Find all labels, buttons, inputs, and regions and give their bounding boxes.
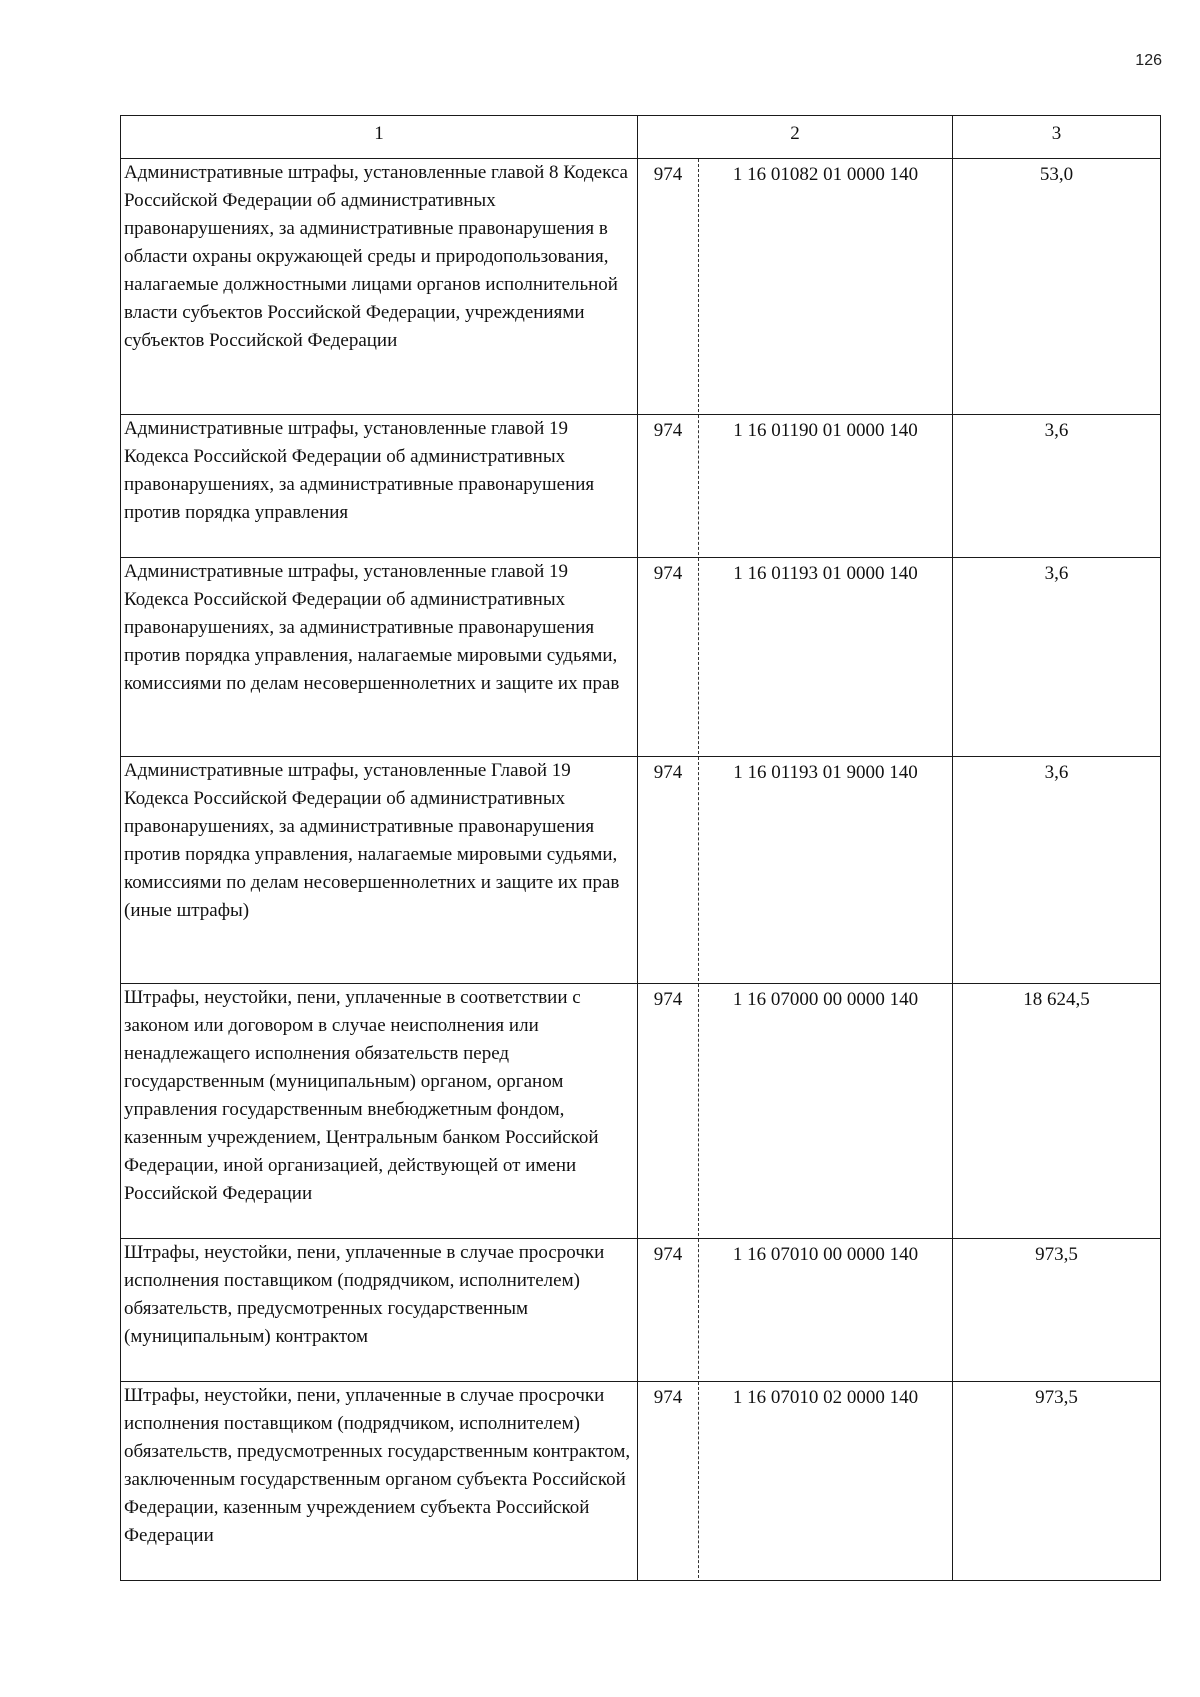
row-kbk-code: 1 16 01082 01 0000 140 — [732, 164, 919, 185]
row-kbk-code: 1 16 07010 02 0000 140 — [732, 1387, 919, 1408]
row-amount: 3,6 — [953, 757, 1161, 984]
column-header-amount: 3 — [953, 116, 1161, 159]
table-row — [121, 1239, 1161, 1382]
row-kbk-code: 1 16 01190 01 0000 140 — [733, 420, 918, 441]
row-amount: 973,5 — [953, 1239, 1161, 1382]
row-code-cell — [638, 1382, 953, 1581]
table-row — [121, 558, 1161, 757]
table-row — [121, 984, 1161, 1239]
row-kbk-code: 1 16 07000 00 0000 140 — [732, 989, 919, 1010]
row-amount: 18 624,5 — [953, 984, 1161, 1239]
row-amount: 3,6 — [953, 558, 1161, 757]
row-admin-code: 974 — [638, 1382, 699, 1578]
row-admin-code: 974 — [638, 757, 699, 981]
row-description: Административные штрафы, установленные Главой 19 Кодекса Российской Федерации об административных правонарушениях, за административные правонарушения против порядка управления, налагаемые мировыми судьями, комиссиями по делам несовершеннолетних и защите их прав (иные штрафы) — [121, 757, 638, 984]
row-kbk-code: 1 16 07010 00 0000 140 — [732, 1244, 919, 1265]
table-row — [121, 757, 1161, 984]
row-admin-code: 974 — [638, 415, 699, 555]
row-description: Административные штрафы, установленные главой 19 Кодекса Российской Федерации об административных правонарушениях, за административные правонарушения против порядка управления — [121, 415, 638, 558]
row-code-cell — [638, 558, 953, 757]
row-amount: 53,0 — [953, 159, 1161, 415]
row-code-cell — [638, 757, 953, 984]
table-header-row — [121, 116, 1161, 159]
column-header-code: 2 — [638, 116, 953, 159]
row-kbk-code: 1 16 01193 01 0000 140 — [733, 563, 918, 584]
budget-table — [120, 115, 1161, 1581]
row-amount: 3,6 — [953, 415, 1161, 558]
row-admin-code: 974 — [638, 984, 699, 1236]
row-description: Штрафы, неустойки, пени, уплаченные в случае просрочки исполнения поставщиком (подрядчиком, исполнителем) обязательств, предусмотренных государственным (муниципальным) контрактом — [121, 1239, 638, 1382]
row-code-cell — [638, 984, 953, 1239]
row-kbk-code: 1 16 01193 01 9000 140 — [733, 762, 918, 783]
row-code-cell — [638, 415, 953, 558]
row-admin-code: 974 — [638, 1239, 699, 1379]
row-description: Штрафы, неустойки, пени, уплаченные в соответствии с законом или договором в случае неисполнения или ненадлежащего исполнения обязательств перед государственным (муниципальным) органом, органом управления государственным внебюджетным фондом, казенным учреждением, Центральным банком Российской Федерации, иной организацией, действующей от имени Российской Федерации — [121, 984, 638, 1239]
row-description: Административные штрафы, установленные главой 19 Кодекса Российской Федерации об административных правонарушениях, за административные правонарушения против порядка управления, налагаемые мировыми судьями, комиссиями по делам несовершеннолетних и защите их прав — [121, 558, 638, 757]
row-amount: 973,5 — [953, 1382, 1161, 1581]
row-code-cell — [638, 1239, 953, 1382]
table-row — [121, 415, 1161, 558]
row-code-cell — [638, 159, 953, 415]
row-description: Штрафы, неустойки, пени, уплаченные в случае просрочки исполнения поставщиком (подрядчиком, исполнителем) обязательств, предусмотренных государственным контрактом, заключенным государственным органом субъекта Российской Федерации, казенным учреждением субъекта Российской Федерации — [121, 1382, 638, 1581]
table-row — [121, 1382, 1161, 1581]
row-admin-code: 974 — [638, 159, 699, 412]
row-description: Административные штрафы, установленные главой 8 Кодекса Российской Федерации об административных правонарушениях, за административные правонарушения в области охраны окружающей среды и природопользования, налагаемые должностными лицами органов исполнительной власти субъектов Российской Федерации, учреждениями субъектов Российской Федерации — [121, 159, 638, 415]
table-row — [121, 159, 1161, 415]
row-admin-code: 974 — [638, 558, 699, 754]
page-number: 126 — [1135, 52, 1162, 69]
column-header-description: 1 — [121, 116, 638, 159]
